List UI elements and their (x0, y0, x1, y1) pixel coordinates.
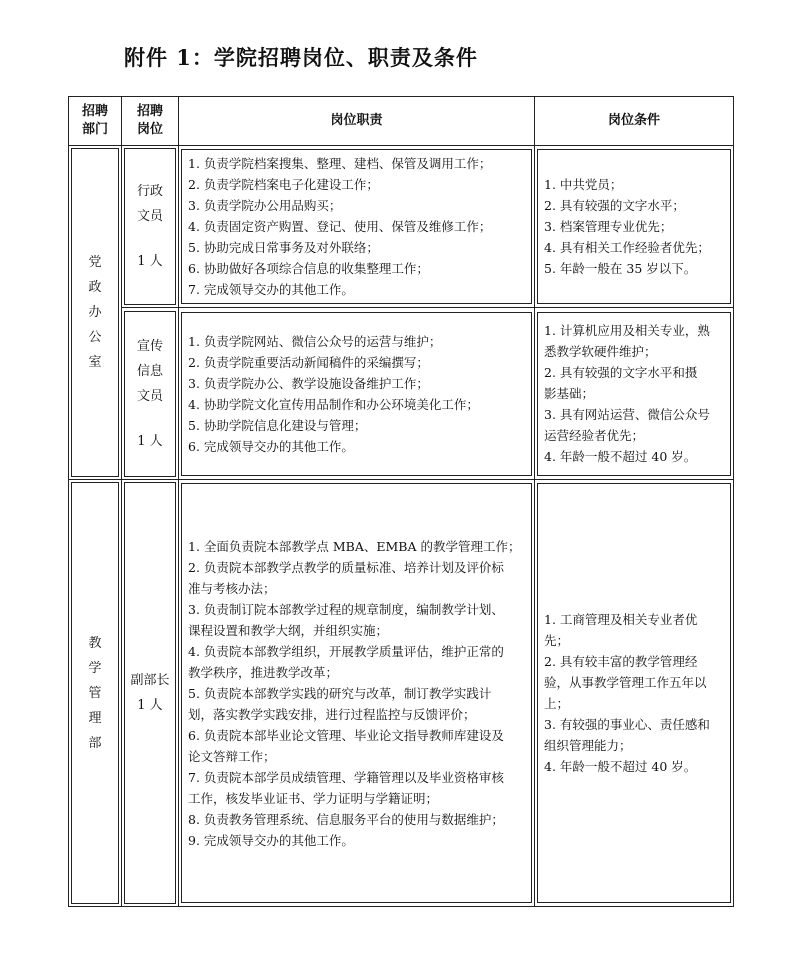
list-item: 1. 负责学院档案搜集、整理、建档、保管及调用工作； (188, 156, 492, 172)
page-title: 附件 1：学院招聘岗位、职责及条件 (124, 45, 478, 70)
list-item: 4. 负责院本部教学组织，开展教学质量评估，维护正常的 (188, 643, 504, 659)
list-item: 2. 负责学院档案电子化建设工作； (188, 177, 379, 193)
list-item: 4. 具有相关工作经验者优先； (544, 240, 710, 256)
list-item: 7. 负责院本部学员成绩管理、学籍管理以及毕业资格审核 (188, 769, 504, 785)
list-item: 1. 工商管理及相关专业者优 (544, 612, 698, 627)
list-item: 6. 负责院本部毕业论文管理、毕业论文指导教师库建设及 (188, 727, 504, 743)
position-cell: 宣传 信息 文员 1 人 (122, 308, 179, 480)
recruitment-table (68, 96, 734, 907)
list-item: 3. 负责学院办公用品购买； (188, 198, 342, 214)
list-item: 1. 负责学院网站、微信公众号的运营与维护； (188, 333, 442, 349)
list-item: 7. 完成领导交办的其他工作。 (188, 282, 354, 298)
header-duties: 岗位职责 (179, 97, 535, 146)
list-item: 4. 协助学院文化宣传用品制作和办公环境美化工作； (188, 396, 479, 412)
list-item: 1. 中共党员； (544, 177, 623, 193)
list-item: 4. 负责固定资产购置、登记、使用、保管及维修工作； (188, 219, 492, 235)
list-item: 8. 负责教务管理系统、信息服务平台的使用与数据维护； (188, 811, 504, 827)
list-item: 1. 计算机应用及相关专业，熟 (544, 323, 710, 339)
list-item: 9. 完成领导交办的其他工作。 (188, 832, 354, 848)
list-item: 5. 协助学院信息化建设与管理； (188, 417, 367, 433)
position-count: 1 人 (137, 254, 163, 270)
list-item: 6. 协助做好各项综合信息的收集整理工作； (188, 261, 429, 277)
requirements-cell (535, 480, 734, 907)
list-item: 运营经验者优先； (544, 428, 645, 444)
requirements-cell (535, 308, 734, 480)
table-row (69, 146, 734, 308)
duties-cell (179, 480, 535, 907)
table-row (69, 308, 734, 480)
list-item: 5. 负责院本部教学实践的研究与改革，制订教学实践计 (188, 685, 492, 701)
list-item: 悉教学软硬件维护； (544, 344, 657, 360)
list-item: 工作，核发毕业证书、学力证明与学籍证明； (188, 790, 439, 806)
position-count: 1 人 (137, 433, 163, 449)
list-item: 3. 负责制订院本部教学过程的规章制度，编制教学计划、 (188, 601, 504, 617)
list-item: 2. 具有较丰富的教学管理经 (544, 654, 698, 669)
list-item: 4. 年龄一般不超过 40 岁。 (544, 759, 697, 774)
table-header-row (69, 97, 734, 146)
list-item: 组织管理能力； (544, 738, 632, 753)
position-cell: 行政 文员 1 人 (122, 146, 179, 308)
list-item: 5. 年龄一般在 35 岁以下。 (544, 261, 697, 277)
list-item: 3. 负责学院办公、教学设施设备维护工作； (188, 375, 429, 391)
list-item: 上； (544, 696, 570, 711)
dept-cell: 教 学 管 理 部 (69, 480, 122, 907)
requirements-cell (535, 146, 734, 308)
list-item: 影基础； (544, 386, 595, 402)
list-item: 论文答辩工作； (188, 748, 276, 764)
list-item: 验，从事教学管理工作五年以 (544, 675, 707, 690)
table-row (69, 480, 734, 907)
list-item: 6. 完成领导交办的其他工作。 (188, 438, 354, 454)
list-item: 2. 负责院本部教学点教学的质量标准、培养计划及评价标 (188, 559, 504, 575)
position-count: 1 人 (137, 698, 163, 713)
header-dept: 招聘 部门 (69, 97, 122, 146)
list-item: 4. 年龄一般不超过 40 岁。 (544, 449, 697, 465)
list-item: 划，落实教学实践安排，进行过程监控与反馈评价； (188, 706, 476, 722)
duties-cell (179, 308, 535, 480)
list-item: 2. 具有较强的文字水平； (544, 198, 685, 214)
list-item: 5. 协助完成日常事务及对外联络； (188, 240, 379, 256)
list-item: 准与考核办法； (188, 580, 276, 596)
list-item: 教学秩序，推进教学改革； (188, 664, 339, 680)
dept-cell: 党 政 办 公 室 (69, 146, 122, 480)
list-item: 2. 具有较强的文字水平和摄 (544, 365, 698, 381)
duties-cell (179, 146, 535, 308)
header-position: 招聘 岗位 (122, 97, 179, 146)
list-item: 课程设置和教学大纲，并组织实施； (188, 622, 389, 638)
header-requirements: 岗位条件 (535, 97, 734, 146)
list-item: 3. 档案管理专业优先； (544, 219, 673, 235)
position-cell: 副部长 1 人 (122, 480, 179, 907)
list-item: 先； (544, 633, 570, 648)
list-item: 3. 有较强的事业心、责任感和 (544, 717, 710, 732)
list-item: 1. 全面负责院本部教学点 MBA、EMBA 的教学管理工作； (188, 538, 521, 554)
list-item: 2. 负责学院重要活动新闻稿件的采编撰写； (188, 354, 429, 370)
list-item: 3. 具有网站运营、微信公众号 (544, 407, 710, 423)
